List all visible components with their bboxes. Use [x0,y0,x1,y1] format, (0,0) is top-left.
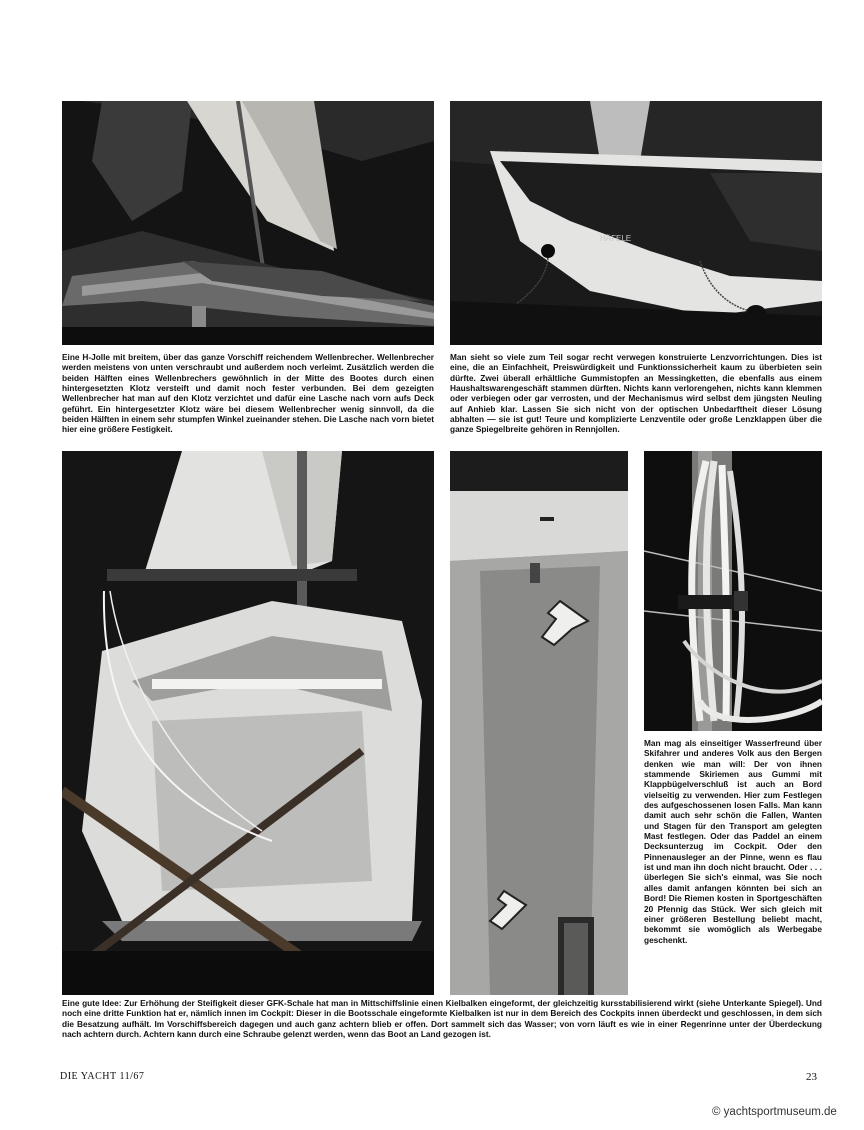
caption-skiriemen: Man mag als einseitiger Wasserfreund über Skifahrer und anderes Volk aus den Bergen denken wie man will: Der von ihnen stammende Skiriemen aus Gummi mit Klappbügelverschluß ist auch an Bord vielseitig zu verwenden. Hier zum Festlegen des aufgeschossenen losen Falls. Man kann damit auch sehr schön die Fallen, Wanten und Stagen für den Transport am gelegten Mast festlegen. Oder das Paddel an einem Decksunterzug im Cockpit. Oder den Pinnenausleger an der Pinne, wenn es flau ist und man ihn doch nicht braucht. Oder . . . überlegen Sie sich's einmal, was Sie noch alles damit anfangen könnten bei sich an Bord! Die Riemen kosten in Sportgeschäften 20 Pfennig das Stück. Wer sich gleich mit einer größeren Bestellung beliebt macht, bekommt sie womöglich als Werbegabe geschenkt. [644,738,822,945]
photo-lenzvorrichtung-image [450,101,822,345]
page-number: 23 [806,1071,817,1083]
photo-kielbalken-image [450,451,628,995]
photo-lenzvorrichtung [450,101,822,345]
watermark: © yachtsportmuseum.de [712,1106,837,1118]
photo-gfk-schale [62,451,434,995]
photo-skiriemen [644,451,822,731]
photo-h-jolle-image [62,101,434,345]
caption-h-jolle: Eine H-Jolle mit breitem, über das ganze Vorschiff reichendem Wellenbrecher. Wellenbrecher werden meistens von unten verschraubt und außerdem noch verleimt. Zusätzlich werden die beiden Hälften eines Wellenbrechers gewöhnlich in der Mitte des Bootes durch einen hintergesetzten Klotz versteift und damit noch fester verbunden. Bei dem gezeigten Wellenbrecher hat man auf den Klotz verzichtet und dafür eine Lasche nach vorn aufs Deck geführt. Ein hintergesetzter Klotz wäre bei diesem Wellenbrecher wenig sinnvoll, da die beiden Hälften in einem sehr stumpfen Winkel zueinander stehen. Die Lasche nach vorn bietet hier eine größere Festigkeit. [62,352,434,435]
photo-kielbalken-cockpit [450,451,628,995]
caption-gfk-kielbalken: Eine gute Idee: Zur Erhöhung der Steifigkeit dieser GFK-Schale hat man in Mittschiffslinie einen Kielbalken eingeformt, der gleichzeitig kursstabilisierend wirkt (siehe Unterkante Spiegel). Und noch eine dritte Funktion hat er, nämlich innen im Cockpit: Dieser in die Bootsschale eingeformte Kielbalken ist nur in dem Bereich des Cockpits innen überdeckt und geschlossen, in dem sich die Besatzung aufhält. Im Vorschiffsbereich dagegen und auch ganz achtern blieb er offen. Dort sammelt sich das Wasser; von vorn läuft es wie in einer Regenrinne unter der Überdeckung nach achtern durch. Achtern kann durch eine Schraube gelenzt werden, wenn das Boot an Land gezogen ist. [62,998,822,1040]
caption-lenzvorrichtung: Man sieht so viele zum Teil sogar recht verwegen konstruierte Lenzvorrichtungen. Dies ist eine, die an Einfachheit, Preiswürdigkeit und Funktionssicherheit kaum zu überbieten sein dürfte. Zwei überall erhältliche Gummistopfen an Messingketten, die ebenfalls aus einem Haushaltswarengeschäft stammen dürften. Nichts kann verlorengehen, nichts kann klemmen oder verbiegen oder gar verrosten, und der Mechanismus wird selbst dem jüngsten Neuling auf Anhieb klar. Lassen Sie sich nicht von der optischen Unbedarftheit dieser Lösung abhalten — sie ist gut! Teure und komplizierte Lenzventile oder große Lenzklappen über die ganze Spiegelbreite gehören in Rennjollen. [450,352,822,435]
haefele-label: HÄFELE [600,234,632,243]
magazine-issue: DIE YACHT 11/67 [60,1071,145,1082]
photo-h-jolle-wellenbrecher [62,101,434,345]
photo-gfk-schale-image [62,451,434,995]
photo-skiriemen-image [644,451,822,731]
